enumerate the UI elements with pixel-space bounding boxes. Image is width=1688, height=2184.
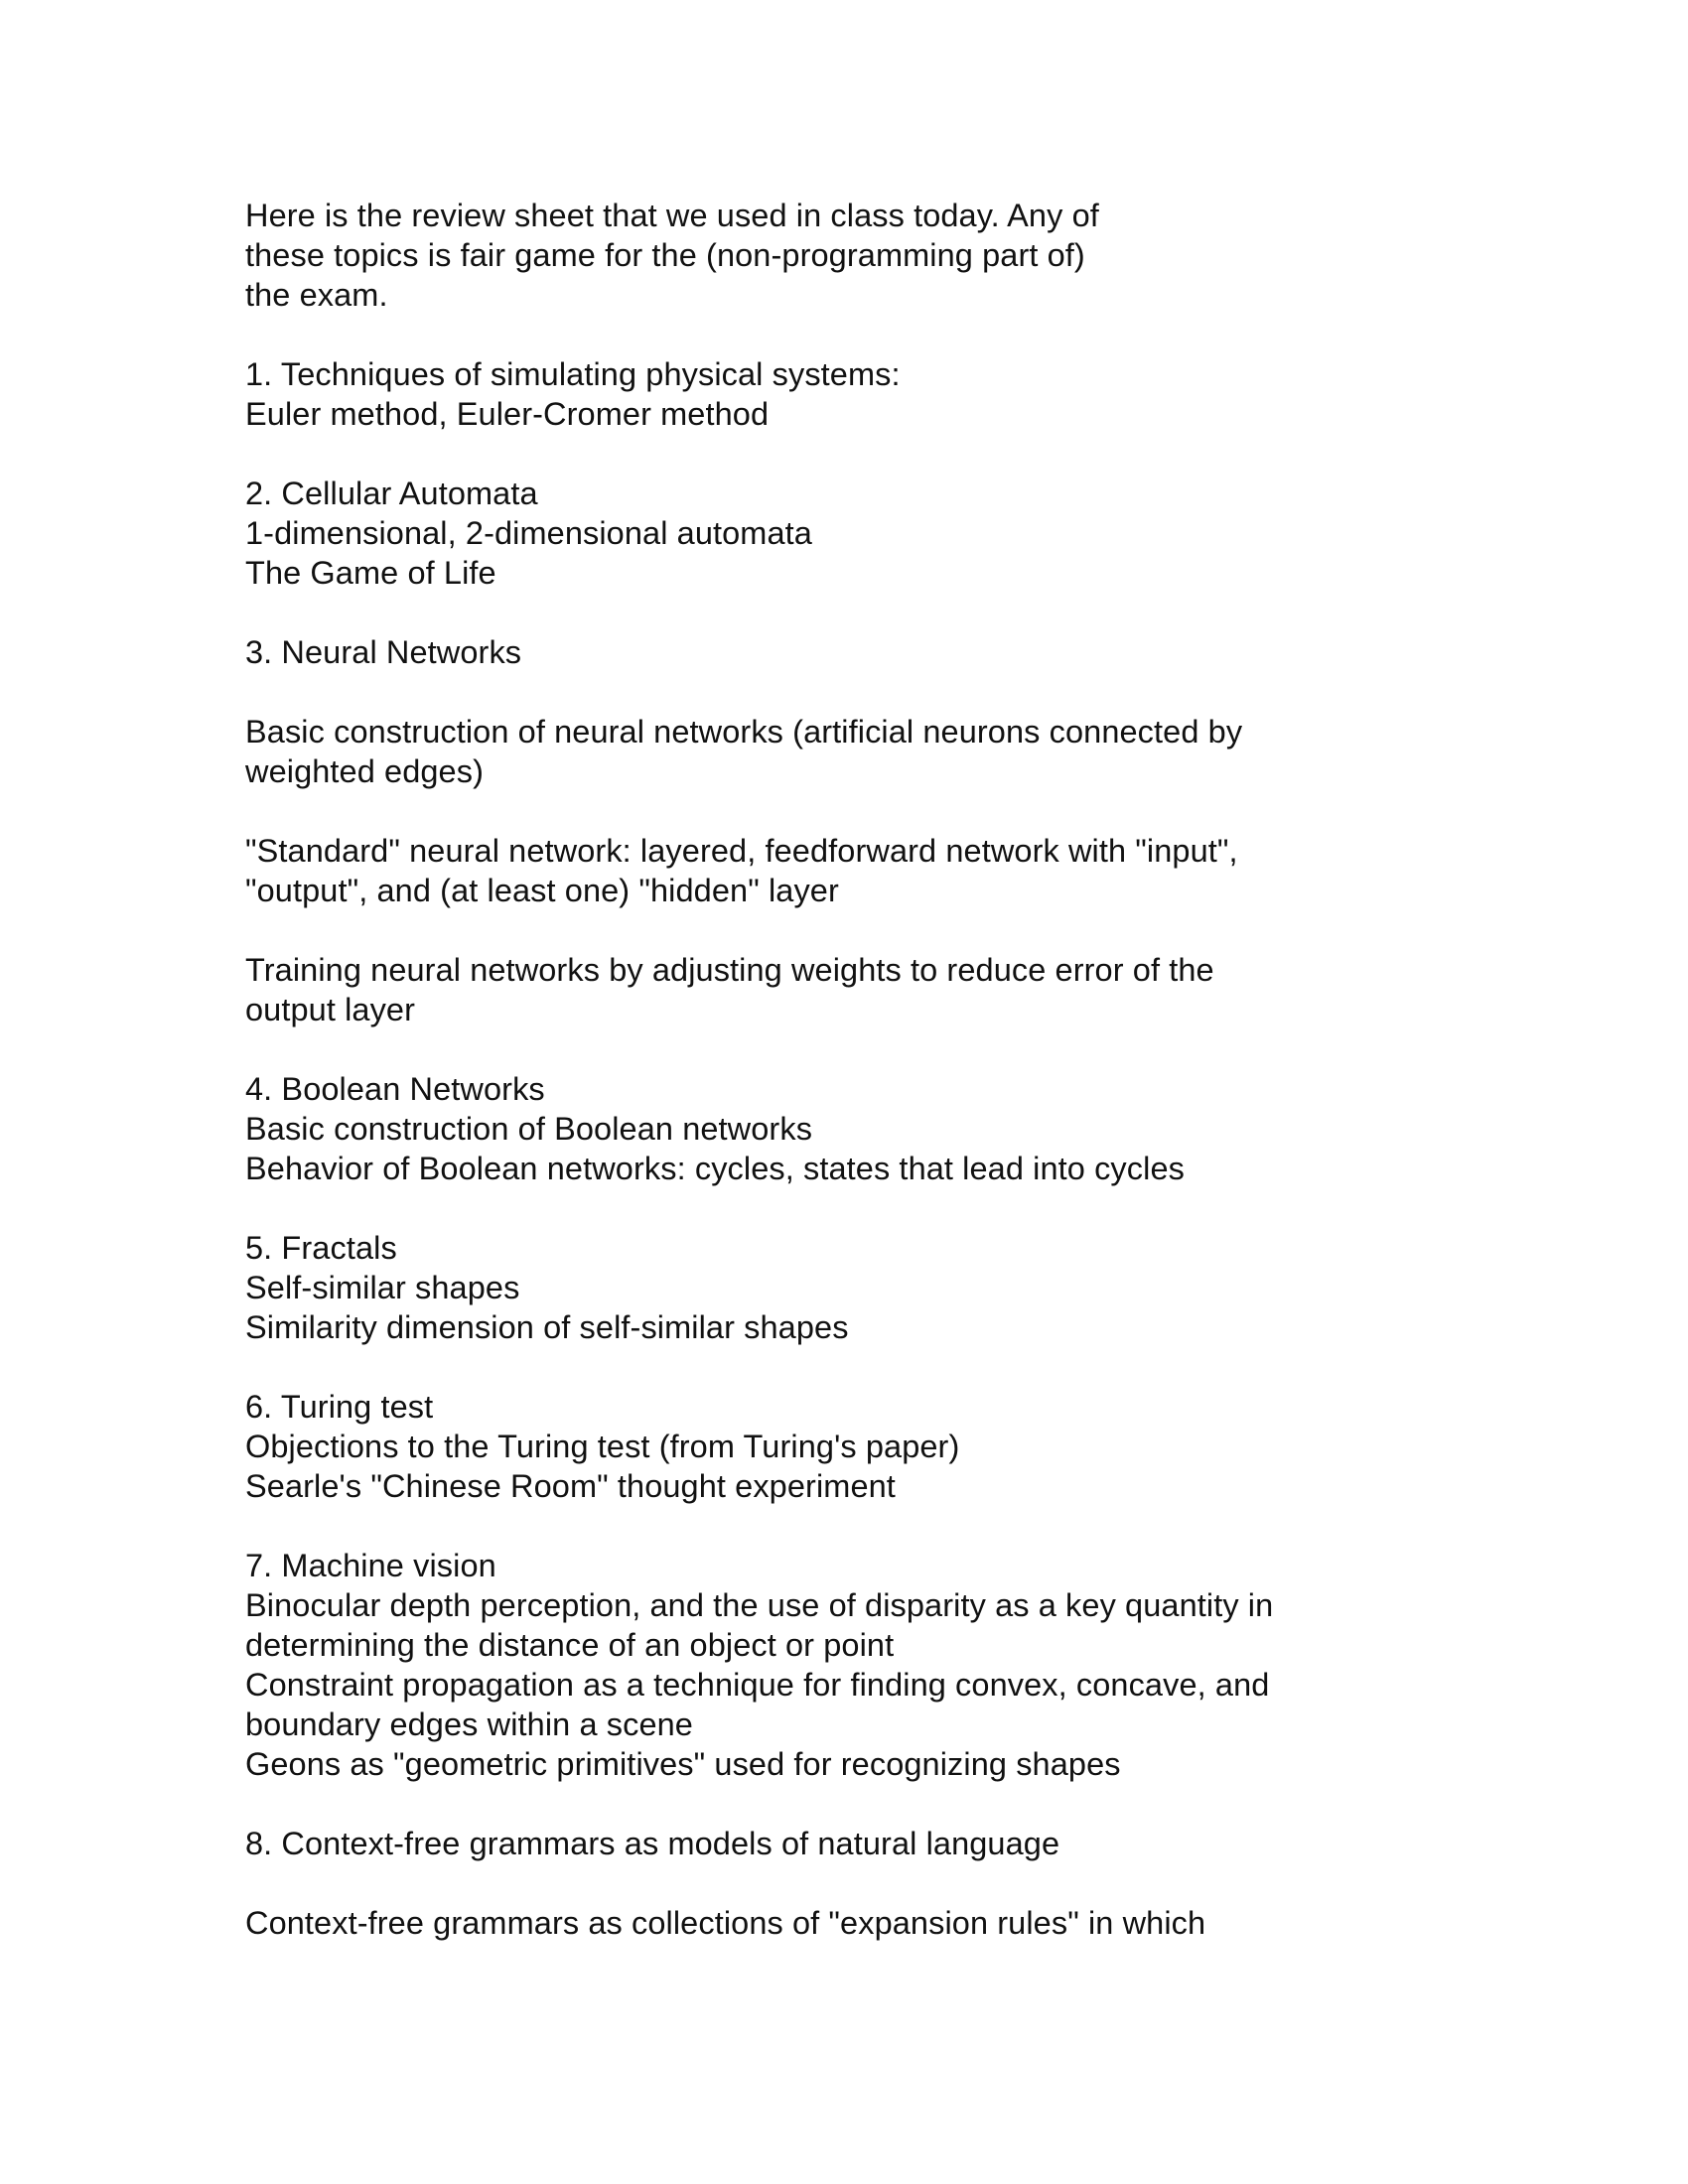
- section-text: Behavior of Boolean networks: cycles, states that lead into cycles: [245, 1151, 1185, 1186]
- section-3: [245, 632, 1397, 1029]
- section-text: Similarity dimension of self-similar shapes: [245, 1309, 849, 1345]
- review-sheet-text: [245, 196, 1397, 1943]
- section-4: [245, 1069, 1397, 1188]
- section-6: [245, 1387, 1397, 1506]
- section-text: boundary edges within a scene: [245, 1706, 693, 1742]
- section-text: Objections to the Turing test (from Turing's paper): [245, 1429, 960, 1464]
- blank-line: [245, 434, 1397, 474]
- section-text: Binocular depth perception, and the use of disparity as a key quantity in: [245, 1587, 1274, 1623]
- blank-line: [245, 1188, 1397, 1228]
- blank-line: [245, 1506, 1397, 1546]
- section-text: The Game of Life: [245, 555, 496, 591]
- blank-line: [245, 1347, 1397, 1387]
- section-text: Constraint propagation as a technique for finding convex, concave, and: [245, 1667, 1270, 1703]
- section-heading: 2. Cellular Automata: [245, 476, 538, 511]
- section-1: [245, 354, 1397, 434]
- intro-line: these topics is fair game for the (non-programming part of): [245, 237, 1085, 273]
- blank-line: [245, 1029, 1397, 1069]
- blank-line: [245, 910, 1397, 950]
- section-heading: 4. Boolean Networks: [245, 1071, 545, 1107]
- section-heading: 6. Turing test: [245, 1389, 434, 1425]
- section-text: Searle's "Chinese Room" thought experiment: [245, 1468, 896, 1504]
- section-heading: 5. Fractals: [245, 1230, 397, 1266]
- section-text: Basic construction of Boolean networks: [245, 1111, 813, 1147]
- section-heading: 3. Neural Networks: [245, 634, 522, 670]
- section-8: [245, 1824, 1397, 1943]
- section-text: determining the distance of an object or point: [245, 1627, 895, 1663]
- intro-line: Here is the review sheet that we used in class today. Any of: [245, 198, 1099, 233]
- section-heading: 8. Context-free grammars as models of natural language: [245, 1826, 1060, 1861]
- section-text: 1-dimensional, 2-dimensional automata: [245, 515, 812, 551]
- blank-line: [245, 672, 1397, 712]
- intro-paragraph: [245, 196, 1397, 315]
- blank-line: [245, 315, 1397, 354]
- section-text: Geons as "geometric primitives" used for recognizing shapes: [245, 1746, 1121, 1782]
- section-text: Context-free grammars as collections of "expansion rules" in which: [245, 1905, 1206, 1941]
- section-heading: 7. Machine vision: [245, 1548, 496, 1583]
- section-7: [245, 1546, 1397, 1784]
- section-5: [245, 1228, 1397, 1347]
- section-text: output layer: [245, 992, 416, 1027]
- section-2: [245, 474, 1397, 593]
- section-text: "Standard" neural network: layered, feedforward network with "input",: [245, 833, 1238, 869]
- section-text: "output", and (at least one) "hidden" layer: [245, 873, 839, 908]
- blank-line: [245, 1863, 1397, 1903]
- section-text: Basic construction of neural networks (artificial neurons connected by: [245, 714, 1243, 750]
- section-text: Self-similar shapes: [245, 1270, 520, 1305]
- section-heading: 1. Techniques of simulating physical systems:: [245, 356, 901, 392]
- section-text: Euler method, Euler-Cromer method: [245, 396, 770, 432]
- blank-line: [245, 1784, 1397, 1824]
- intro-line: the exam.: [245, 277, 388, 313]
- blank-line: [245, 593, 1397, 632]
- section-text: Training neural networks by adjusting weights to reduce error of the: [245, 952, 1214, 988]
- section-text: weighted edges): [245, 753, 484, 789]
- blank-line: [245, 791, 1397, 831]
